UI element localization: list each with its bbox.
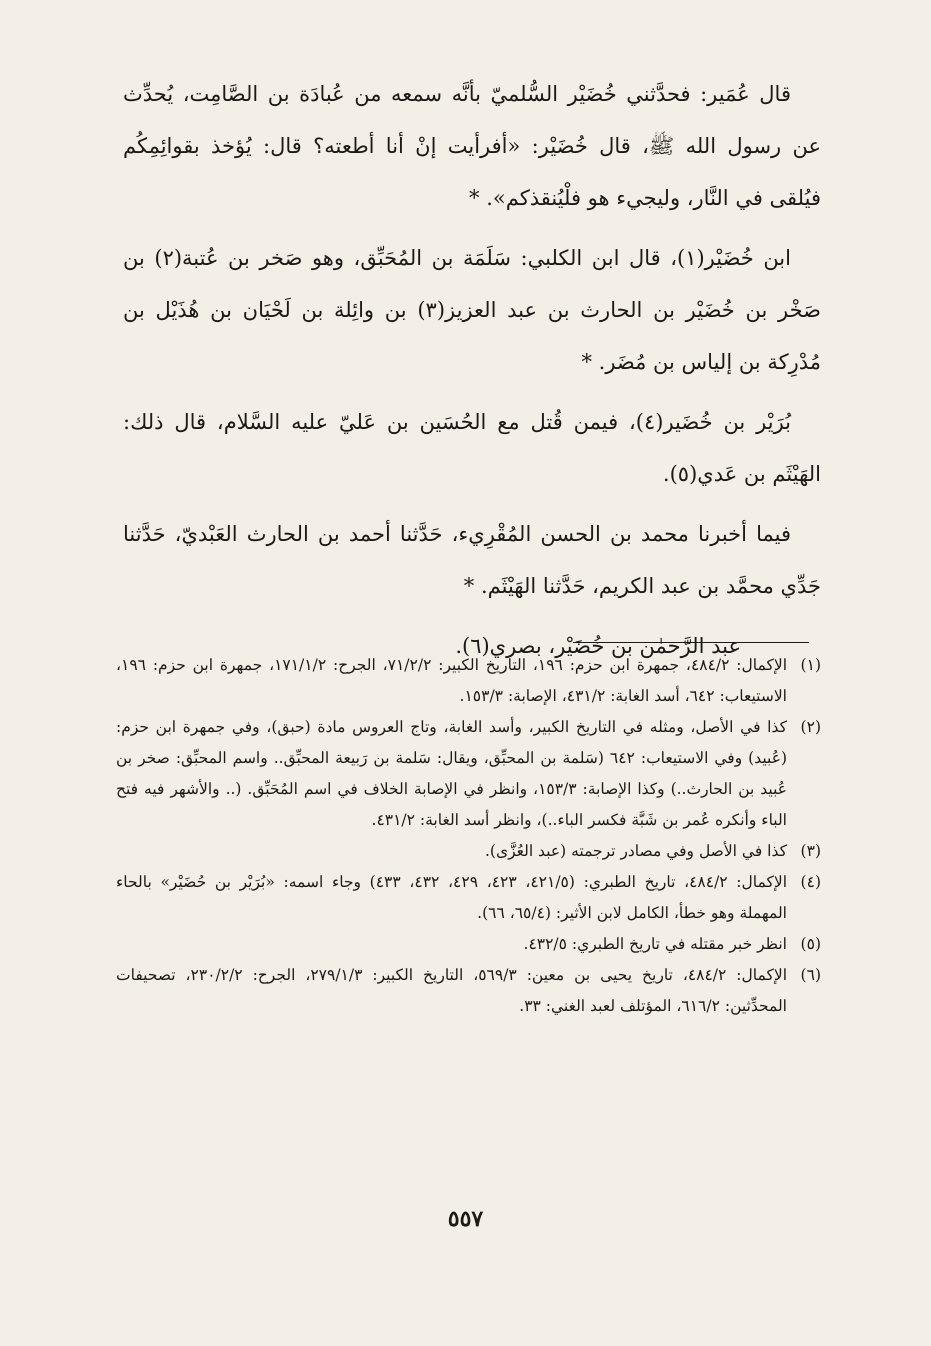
- paragraph-ibn-khudair: ابن خُضَيْر(١)، قال ابن الكلبي: سَلَمَة بن المُحَبِّق، وهو صَخر بن عُتبة(٢) بن صَخْر بن خُضَيْر بن الحارث بن عبد العزيز(٣) بن وائِلة بن لَحْيَان بن هُذَيْل بن مُدْرِكة بن إلياس بن مُضَر. *: [123, 246, 822, 374]
- footnote-number: (٦): [800, 966, 821, 984]
- footnote-1: [116, 650, 821, 712]
- footnote-text: الإكمال: ٤٨٤/٢، تاريخ يحيى بن معين: ٥٦٩/٣، التاريخ الكبير: ٢٧٩/١/٣، الجرح: ٢٣٠/٢/٢، تصحيفات المحدِّثين: ٦١٦/٢، المؤتلف لعبد الغني: ٣٣.: [116, 966, 787, 1015]
- footnote-text: انظر خبر مقتله في تاريخ الطبري: ٤٣٢/٥.: [523, 935, 787, 953]
- footnote-divider: [573, 642, 809, 643]
- footnote-text: الإكمال: ٤٨٤/٢، جمهرة ابن حزم: ١٩٦، التاريخ الكبير: ٧١/٢/٢، الجرح: ١٧١/١/٢، جمهرة ابن حزم: ١٩٦، الاستيعاب: ٦٤٢، أسد الغابة: ٤٣١/٢، الإصابة: ١٥٣/٣.: [116, 656, 787, 705]
- footnote-text: كذا في الأصل وفي مصادر ترجمته (عبد العُزَّى).: [484, 842, 787, 860]
- footnote-number: (٣): [800, 842, 821, 860]
- footnote-number: (٤): [800, 873, 821, 891]
- footnote-text: الإكمال: ٤٨٤/٢، تاريخ الطبري: (٤٢١/٥، ٤٢٣، ٤٢٩، ٤٣٢، ٤٣٣) وجاء اسمه: «بُرَيْر بن حُضَيْر» بالحاء المهملة وهو خطأ، الكامل لابن الأثير: (٦٥/٤، ٦٦).: [116, 873, 787, 922]
- paragraph-abd-al-rahman: عبد الرَّحمٰن بن خُضَيْر، بصري(٦).: [455, 634, 741, 658]
- footnote-number: (٢): [800, 718, 821, 736]
- footnotes: [116, 650, 821, 1022]
- paragraph-umair-narration: قال عُمَير: فحدَّثني خُضَيْر السُّلميّ بأنَّه سمعه من عُبادَة بن الصَّامِت، يُحدِّث عن رسول الله ﷺ، قال خُضَيْر: «أفرأيت إنْ أنا أطعته؟ قال: يُؤخذ بقوائِمِكُم فيُلقى في النَّار، وليجيء هو فلْيُنقذكم». *: [123, 82, 821, 210]
- footnote-6: [116, 960, 821, 1022]
- footnote-4: [116, 867, 821, 929]
- page-number: ٥٥٧: [447, 1206, 484, 1232]
- footnote-3: [116, 836, 821, 867]
- main-text: [123, 68, 821, 680]
- paragraph-isnad: فيما أخبرنا محمد بن الحسن المُقْرِيء، حَدَّثنا أحمد بن الحارث العَبْديّ، حَدَّثنا جَدِّي محمَّد بن عبد الكريم، حَدَّثنا الهَيْثَم. *: [123, 522, 821, 598]
- footnote-5: [116, 929, 821, 960]
- footnote-number: (١): [800, 656, 821, 674]
- footnote-text: كذا في الأصل، ومثله في التاريخ الكبير، وأسد الغابة، وتاج العروس مادة (حبق)، وفي جمهرة ابن حزم: (عُبيد) وفي الاستيعاب: ٦٤٢ (سَلمة بن المحبِّق، ويقال: سَلمة بن رَبيعة المحبِّق.. واسم المحبِّق: صخر بن عُبيد بن الحارث..) وكذا الإصابة: ١٥٣/٣، وانظر في الإصابة الخلاف في اسم المُحَبِّق. (.. والأشهر فيه فتح الباء وأنكره عُمر بن شَبَّة فكسر الباء..)، وانظر أسد الغابة: ٤٣١/٢.: [116, 718, 788, 829]
- paragraph-burair: بُرَيْر بن خُضَير(٤)، فيمن قُتل مع الحُسَين بن عَليّ عليه السَّلام، قال ذلك: الهَيْثَم بن عَدي(٥).: [123, 410, 821, 486]
- footnote-number: (٥): [800, 935, 821, 953]
- footnote-2: [116, 712, 821, 836]
